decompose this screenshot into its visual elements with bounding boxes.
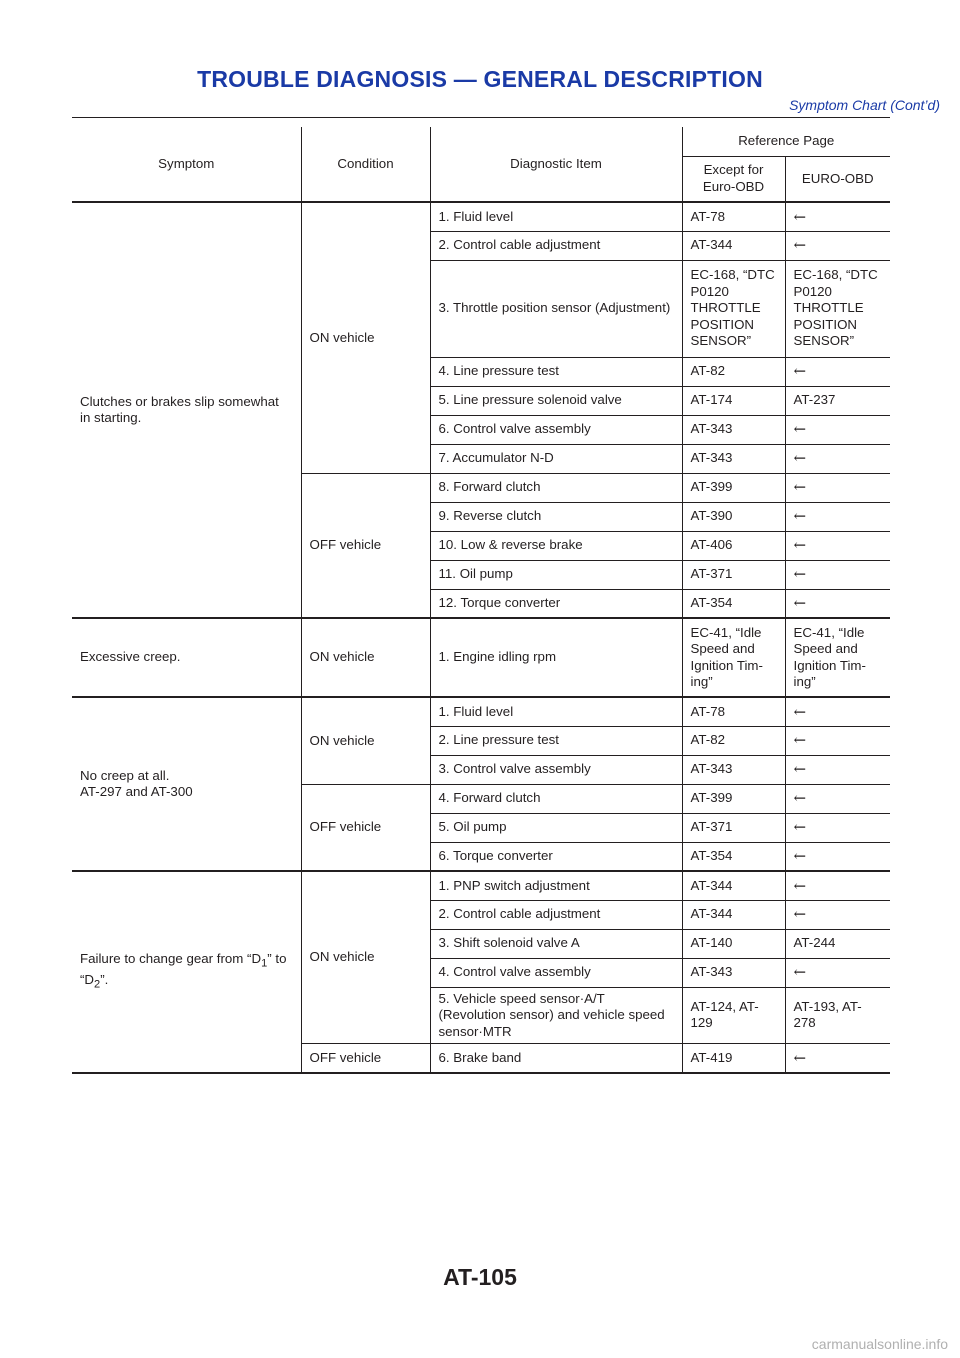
except-cell: AT-174 — [682, 386, 785, 415]
symptom-text: ”. — [100, 971, 109, 987]
except-cell: AT-354 — [682, 842, 785, 871]
euro-cell: ← — [785, 842, 890, 871]
condition-cell: ON vehicle — [301, 697, 430, 784]
item-cell: 1. Engine idling rpm — [430, 618, 682, 697]
table-row — [72, 697, 890, 726]
euro-cell: EC-41, “Idle Speed and Ignition Tim-ing” — [785, 618, 890, 697]
condition-cell: ON vehicle — [301, 618, 430, 697]
item-cell: 5. Line pressure solenoid valve — [430, 386, 682, 415]
except-cell: AT-371 — [682, 560, 785, 589]
euro-cell: ← — [785, 415, 890, 444]
euro-cell: ← — [785, 531, 890, 560]
symptom-line: AT-297 and AT-300 — [80, 784, 193, 799]
except-cell: AT-82 — [682, 357, 785, 386]
item-cell: 6. Torque converter — [430, 842, 682, 871]
except-cell: AT-78 — [682, 202, 785, 231]
symptom-text: Failure to change gear from “D — [80, 950, 262, 966]
euro-cell: ← — [785, 726, 890, 755]
euro-cell: ← — [785, 1044, 890, 1073]
except-cell: AT-399 — [682, 473, 785, 502]
item-cell: 1. PNP switch adjustment — [430, 871, 682, 900]
symptom-cell: Excessive creep. — [72, 618, 301, 697]
header-diagnostic-item: Diagnostic Item — [430, 127, 682, 202]
section-subtitle: Symptom Chart (Cont’d) — [789, 97, 940, 113]
item-cell: 7. Accumulator N-D — [430, 444, 682, 473]
table-row — [72, 871, 890, 900]
condition-cell: ON vehicle — [301, 871, 430, 1044]
except-cell: AT-343 — [682, 444, 785, 473]
item-cell: 5. Vehicle speed sensor·A/T (Revolution sensor) and vehicle speed sensor·MTR — [430, 987, 682, 1044]
except-cell: AT-399 — [682, 784, 785, 813]
header-except-euro-obd: Except for Euro-OBD — [682, 156, 785, 202]
euro-cell: ← — [785, 958, 890, 987]
item-cell: 1. Fluid level — [430, 202, 682, 231]
item-cell: 3. Control valve assembly — [430, 755, 682, 784]
euro-cell: ← — [785, 231, 890, 260]
item-cell: 2. Control cable adjustment — [430, 231, 682, 260]
item-cell: 1. Fluid level — [430, 697, 682, 726]
condition-cell: OFF vehicle — [301, 1044, 430, 1073]
symptom-line: No creep at all. — [80, 767, 170, 783]
except-cell: AT-419 — [682, 1044, 785, 1073]
top-rule — [72, 117, 890, 118]
except-cell: EC-168, “DTC P0120 THROTTLE POSITION SENSOR” — [682, 260, 785, 357]
item-cell: 8. Forward clutch — [430, 473, 682, 502]
item-cell: 2. Control cable adjustment — [430, 900, 682, 929]
item-cell: 12. Torque converter — [430, 589, 682, 618]
euro-cell: ← — [785, 900, 890, 929]
euro-cell: ← — [785, 202, 890, 231]
euro-cell: EC-168, “DTC P0120 THROTTLE POSITION SENSOR” — [785, 260, 890, 357]
euro-cell: ← — [785, 871, 890, 900]
item-cell: 4. Line pressure test — [430, 357, 682, 386]
condition-cell: OFF vehicle — [301, 473, 430, 618]
except-cell: AT-82 — [682, 726, 785, 755]
except-cell: AT-354 — [682, 589, 785, 618]
symptom-cell — [72, 871, 301, 1073]
except-cell: AT-343 — [682, 755, 785, 784]
condition-cell: ON vehicle — [301, 202, 430, 473]
symptom-subscript: 1 — [261, 957, 268, 970]
item-cell: 9. Reverse clutch — [430, 502, 682, 531]
except-cell: AT-344 — [682, 871, 785, 900]
item-cell: 2. Line pressure test — [430, 726, 682, 755]
euro-cell: ← — [785, 755, 890, 784]
euro-cell: ← — [785, 502, 890, 531]
item-cell: 11. Oil pump — [430, 560, 682, 589]
except-cell: AT-406 — [682, 531, 785, 560]
symptom-text: ” to “D — [80, 950, 287, 987]
except-cell: AT-78 — [682, 697, 785, 726]
euro-cell: ← — [785, 357, 890, 386]
table-row — [72, 202, 890, 231]
item-cell: 6. Control valve assembly — [430, 415, 682, 444]
except-cell: AT-371 — [682, 813, 785, 842]
table-row — [72, 618, 890, 697]
euro-cell: ← — [785, 560, 890, 589]
symptom-subscript: 2 — [94, 978, 101, 991]
symptom-cell: Clutches or brakes slip somewhat in starting. — [72, 202, 301, 618]
except-cell: AT-344 — [682, 231, 785, 260]
except-cell: AT-390 — [682, 502, 785, 531]
except-cell: AT-344 — [682, 900, 785, 929]
euro-cell: ← — [785, 444, 890, 473]
section-title: TROUBLE DIAGNOSIS — GENERAL DESCRIPTION — [197, 66, 763, 92]
symptom-cell — [72, 697, 301, 871]
header-symptom: Symptom — [72, 127, 301, 202]
euro-cell: ← — [785, 813, 890, 842]
item-cell: 5. Oil pump — [430, 813, 682, 842]
except-cell: EC-41, “Idle Speed and Ignition Tim-ing” — [682, 618, 785, 697]
item-cell: 6. Brake band — [430, 1044, 682, 1073]
header-euro-obd: EURO-OBD — [785, 156, 890, 202]
item-cell: 4. Forward clutch — [430, 784, 682, 813]
condition-cell: OFF vehicle — [301, 784, 430, 871]
except-cell: AT-140 — [682, 929, 785, 958]
euro-cell: ← — [785, 589, 890, 618]
except-cell: AT-343 — [682, 415, 785, 444]
item-cell: 4. Control valve assembly — [430, 958, 682, 987]
page-number: AT-105 — [443, 1264, 517, 1290]
euro-cell: AT-244 — [785, 929, 890, 958]
euro-cell: AT-237 — [785, 386, 890, 415]
watermark: carmanualsonline.info — [811, 1336, 948, 1352]
except-cell: AT-343 — [682, 958, 785, 987]
item-cell: 10. Low & reverse brake — [430, 531, 682, 560]
symptom-chart-table — [72, 127, 890, 1074]
item-cell: 3. Shift solenoid valve A — [430, 929, 682, 958]
header-reference-page: Reference Page — [682, 127, 890, 156]
euro-cell: AT-193, AT-278 — [785, 987, 890, 1044]
euro-cell: ← — [785, 784, 890, 813]
header-condition: Condition — [301, 127, 430, 202]
euro-cell: ← — [785, 697, 890, 726]
item-cell: 3. Throttle position sensor (Adjustment) — [430, 260, 682, 357]
euro-cell: ← — [785, 473, 890, 502]
except-cell: AT-124, AT-129 — [682, 987, 785, 1044]
